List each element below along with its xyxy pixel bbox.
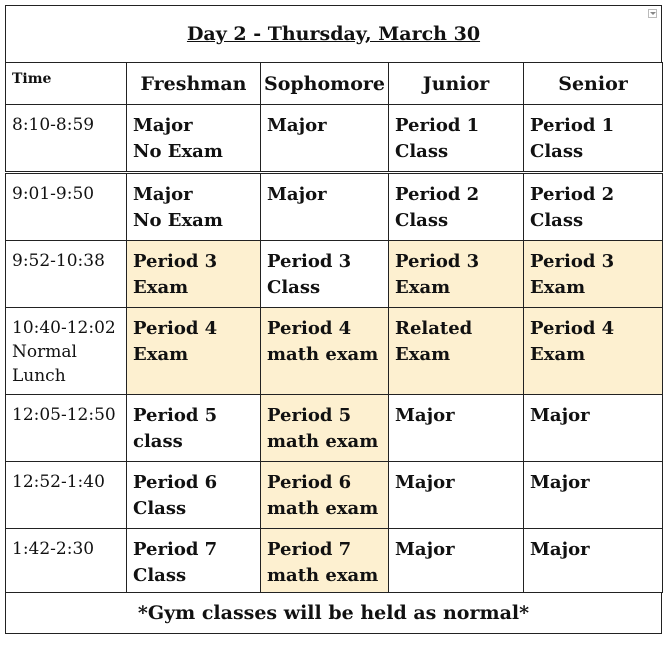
table-row [6, 308, 663, 395]
cell-text: Exam [395, 344, 451, 365]
cell-text: Exam [530, 344, 586, 365]
footer-note: *Gym classes will be held as normal* [5, 593, 662, 634]
cell-text: Period 3 [530, 251, 615, 272]
cell-text: Period 1 [530, 115, 615, 136]
cell-text: Period 7 [267, 539, 352, 560]
cell-text: Class [133, 498, 187, 519]
cell-text: Exam [530, 277, 586, 298]
cell-text: Major [133, 184, 193, 205]
schedule-cell [389, 173, 524, 241]
schedule-cell [524, 241, 663, 308]
cell-text: Major [395, 472, 455, 493]
cell-text: Period 7 [133, 539, 218, 560]
cell-text: Exam [395, 277, 451, 298]
schedule-cell [127, 395, 261, 462]
time-cell [6, 529, 127, 593]
cell-text: Major [530, 472, 590, 493]
cell-text: Period 6 [133, 472, 218, 493]
cell-text: Period 4 [267, 318, 352, 339]
table-row [6, 241, 663, 308]
schedule-cell [127, 105, 261, 173]
cell-text: math exam [267, 565, 379, 586]
cell-text: Major [133, 115, 193, 136]
schedule-cell [127, 529, 261, 593]
schedule-cell [524, 173, 663, 241]
cell-text: Period 5 [133, 405, 218, 426]
time-cell [6, 462, 127, 529]
header-freshman: Freshman [127, 63, 261, 105]
cell-text: Period 6 [267, 472, 352, 493]
table-row [6, 529, 663, 593]
cell-text: Period 3 [267, 251, 352, 272]
header-senior: Senior [524, 63, 663, 105]
cell-text: Exam [133, 344, 189, 365]
cell-text: Period 3 [133, 251, 218, 272]
cell-text: Period 2 [530, 184, 615, 205]
table-row [6, 105, 663, 173]
time-cell [6, 395, 127, 462]
cell-text: Class [267, 277, 321, 298]
table-row [6, 395, 663, 462]
schedule-cell [261, 241, 389, 308]
time-text: 9:01-9:50 [12, 184, 95, 204]
cell-text: Major [267, 115, 327, 136]
schedule-cell [261, 105, 389, 173]
cell-text: Major [530, 405, 590, 426]
dropdown-arrow-icon[interactable] [648, 9, 657, 18]
cell-text: class [133, 431, 183, 452]
time-cell [6, 173, 127, 241]
cell-text: Major [395, 539, 455, 560]
header-sophomore: Sophomore [261, 63, 389, 105]
cell-text: Class [530, 141, 584, 162]
cell-text: math exam [267, 344, 379, 365]
schedule-cell [389, 529, 524, 593]
table-row [6, 173, 663, 241]
title-box [5, 5, 662, 62]
cell-text: Period 4 [530, 318, 615, 339]
schedule-cell [127, 462, 261, 529]
schedule-sheet [5, 5, 662, 634]
time-cell [6, 105, 127, 173]
time-text: 12:52-1:40 [12, 472, 105, 492]
cell-text: Class [530, 210, 584, 231]
time-text: Normal [12, 342, 77, 362]
time-text: 1:42-2:30 [12, 539, 95, 559]
cell-text: Period 4 [133, 318, 218, 339]
schedule-table [5, 62, 663, 593]
cell-text: Class [395, 141, 449, 162]
cell-text: Related [395, 318, 473, 339]
schedule-cell [389, 462, 524, 529]
schedule-cell [261, 173, 389, 241]
cell-text: math exam [267, 431, 379, 452]
schedule-cell [127, 308, 261, 395]
time-text: 8:10-8:59 [12, 115, 95, 135]
schedule-cell [261, 462, 389, 529]
schedule-cell [389, 308, 524, 395]
page-title: Day 2 - Thursday, March 30 [186, 23, 481, 45]
schedule-cell [261, 529, 389, 593]
header-junior: Junior [389, 63, 524, 105]
schedule-cell [389, 241, 524, 308]
cell-text: Major [530, 539, 590, 560]
schedule-cell [389, 395, 524, 462]
cell-text: Major [395, 405, 455, 426]
time-cell [6, 241, 127, 308]
cell-text: Class [133, 565, 187, 586]
schedule-cell [261, 395, 389, 462]
cell-text: Class [395, 210, 449, 231]
cell-text: No Exam [133, 141, 223, 162]
time-cell [6, 308, 127, 395]
cell-text: Exam [133, 277, 189, 298]
schedule-cell [127, 241, 261, 308]
schedule-cell [389, 105, 524, 173]
cell-text: Period 5 [267, 405, 352, 426]
header-time: Time [6, 63, 127, 105]
time-text: 9:52-10:38 [12, 251, 105, 271]
schedule-cell [524, 462, 663, 529]
time-text: 10:40-12:02 [12, 318, 116, 338]
table-row [6, 462, 663, 529]
cell-text: math exam [267, 498, 379, 519]
schedule-cell [524, 308, 663, 395]
schedule-cell [524, 105, 663, 173]
time-text: Lunch [12, 366, 66, 386]
cell-text: Period 3 [395, 251, 480, 272]
schedule-cell [524, 395, 663, 462]
cell-text: Period 2 [395, 184, 480, 205]
header-row [6, 63, 663, 105]
cell-text: Major [267, 184, 327, 205]
cell-text: Period 1 [395, 115, 480, 136]
time-text: 12:05-12:50 [12, 405, 116, 425]
schedule-cell [261, 308, 389, 395]
schedule-cell [524, 529, 663, 593]
schedule-cell [127, 173, 261, 241]
cell-text: No Exam [133, 210, 223, 231]
